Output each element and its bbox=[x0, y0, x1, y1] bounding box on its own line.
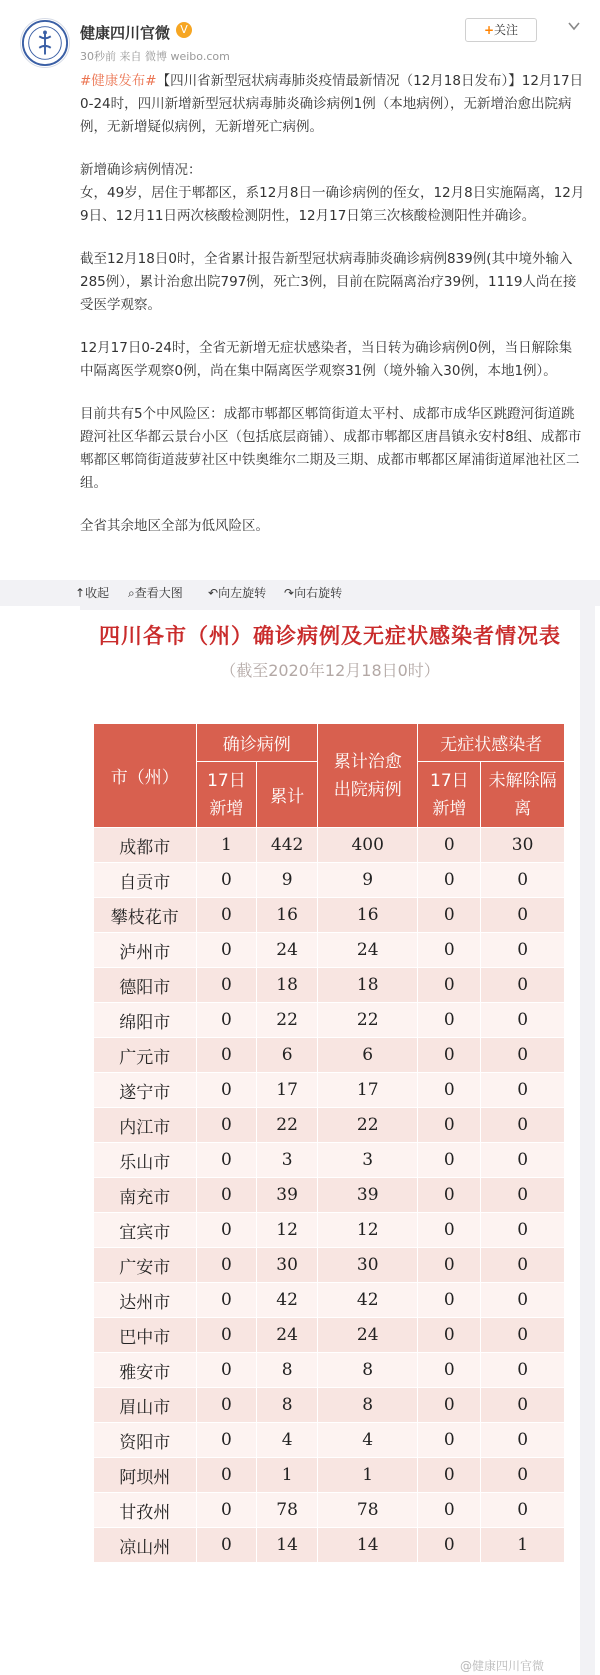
table-row bbox=[94, 863, 565, 898]
cell-city: 资阳市 bbox=[94, 1423, 197, 1458]
header-recovered: 累计治愈出院病例 bbox=[317, 724, 417, 828]
table-row bbox=[94, 1213, 565, 1248]
cell-asym-iso: 0 bbox=[481, 1353, 565, 1388]
post-text bbox=[80, 70, 585, 558]
post-meta: 30秒前 来自 微博 weibo.com bbox=[80, 50, 230, 63]
cell-new: 0 bbox=[196, 1318, 257, 1353]
cell-asym-iso: 0 bbox=[481, 968, 565, 1003]
cell-new: 1 bbox=[196, 828, 257, 863]
cell-recovered: 9 bbox=[317, 863, 417, 898]
cell-recovered: 400 bbox=[317, 828, 417, 863]
cell-total: 3 bbox=[257, 1143, 318, 1178]
table-row bbox=[94, 1353, 565, 1388]
cell-total: 14 bbox=[257, 1528, 318, 1563]
cell-asym-new: 0 bbox=[418, 1283, 481, 1318]
cell-city: 宜宾市 bbox=[94, 1213, 197, 1248]
cell-total: 78 bbox=[257, 1493, 318, 1528]
table-row bbox=[94, 1283, 565, 1318]
header-city: 市（州） bbox=[94, 724, 197, 828]
cell-total: 12 bbox=[257, 1213, 318, 1248]
cell-city: 成都市 bbox=[94, 828, 197, 863]
cell-city: 内江市 bbox=[94, 1108, 197, 1143]
header-total: 累计 bbox=[257, 762, 318, 828]
table-subtitle: （截至2020年12月18日0时） bbox=[220, 661, 440, 680]
cell-new: 0 bbox=[196, 1528, 257, 1563]
cell-recovered: 4 bbox=[317, 1423, 417, 1458]
cell-new: 0 bbox=[196, 1458, 257, 1493]
table-row bbox=[94, 1248, 565, 1283]
cell-recovered: 1 bbox=[317, 1458, 417, 1493]
cell-asym-new: 0 bbox=[418, 1423, 481, 1458]
account-name[interactable]: 健康四川官微 bbox=[80, 24, 171, 42]
cell-city: 甘孜州 bbox=[94, 1493, 197, 1528]
header-asym-unreleased: 未解除隔离 bbox=[481, 762, 565, 828]
cell-recovered: 17 bbox=[317, 1073, 417, 1108]
table-row bbox=[94, 933, 565, 968]
table-row bbox=[94, 1178, 565, 1213]
cell-asym-iso: 1 bbox=[481, 1528, 565, 1563]
cell-total: 4 bbox=[257, 1423, 318, 1458]
cell-city: 雅安市 bbox=[94, 1353, 197, 1388]
cell-asym-new: 0 bbox=[418, 898, 481, 933]
cell-total: 18 bbox=[257, 968, 318, 1003]
follow-label: 关注 bbox=[494, 23, 519, 37]
cell-asym-new: 0 bbox=[418, 1213, 481, 1248]
cell-total: 30 bbox=[257, 1248, 318, 1283]
cell-recovered: 22 bbox=[317, 1003, 417, 1038]
health-logo-icon bbox=[21, 19, 69, 67]
table-row bbox=[94, 968, 565, 1003]
table-row bbox=[94, 1143, 565, 1178]
cell-asym-new: 0 bbox=[418, 1528, 481, 1563]
cell-recovered: 39 bbox=[317, 1178, 417, 1213]
post-headline: 【四川省新型冠状病毒肺炎疫情最新情况（12月18日发布）】12月17日0-24时，四川新增新型冠状病毒肺炎确诊病例1例（本地病例），无新增治愈出院病例，无新增疑似病例，无新增死亡病例。 bbox=[80, 73, 584, 135]
cell-total: 24 bbox=[257, 1318, 318, 1353]
header-asym-new-17: 17日新增 bbox=[418, 762, 481, 828]
cell-city: 南充市 bbox=[94, 1178, 197, 1213]
cell-total: 16 bbox=[257, 898, 318, 933]
cell-asym-new: 0 bbox=[418, 1248, 481, 1283]
cell-asym-iso: 0 bbox=[481, 1248, 565, 1283]
cell-asym-iso: 0 bbox=[481, 1143, 565, 1178]
cell-recovered: 24 bbox=[317, 933, 417, 968]
cell-asym-iso: 30 bbox=[481, 828, 565, 863]
cell-asym-new: 0 bbox=[418, 828, 481, 863]
cell-recovered: 18 bbox=[317, 968, 417, 1003]
avatar[interactable] bbox=[20, 18, 70, 68]
cell-asym-new: 0 bbox=[418, 1073, 481, 1108]
cell-recovered: 8 bbox=[317, 1388, 417, 1423]
cell-new: 0 bbox=[196, 1388, 257, 1423]
cell-city: 自贡市 bbox=[94, 863, 197, 898]
cell-asym-new: 0 bbox=[418, 1493, 481, 1528]
cell-new: 0 bbox=[196, 1038, 257, 1073]
cell-recovered: 6 bbox=[317, 1038, 417, 1073]
cell-new: 0 bbox=[196, 898, 257, 933]
rotate-left-icon: ↶ bbox=[208, 586, 219, 600]
plus-icon: + bbox=[483, 23, 495, 37]
cell-asym-iso: 0 bbox=[481, 1493, 565, 1528]
cell-new: 0 bbox=[196, 1283, 257, 1318]
cell-new: 0 bbox=[196, 1143, 257, 1178]
image-toolbar bbox=[0, 580, 600, 606]
cell-asym-new: 0 bbox=[418, 1108, 481, 1143]
cell-city: 绵阳市 bbox=[94, 1003, 197, 1038]
cell-total: 8 bbox=[257, 1353, 318, 1388]
table-row bbox=[94, 1318, 565, 1353]
asymptomatic-paragraph: 12月17日0-24时，全省无新增无症状感染者，当日转为确诊病例0例，当日解除集中隔离医学观察0例，尚在集中隔离医学观察31例（境外输入30例，本地1例）。 bbox=[80, 340, 573, 379]
cell-asym-new: 0 bbox=[418, 863, 481, 898]
cell-city: 凉山州 bbox=[94, 1528, 197, 1563]
cell-total: 22 bbox=[257, 1003, 318, 1038]
cell-recovered: 42 bbox=[317, 1283, 417, 1318]
cell-new: 0 bbox=[196, 968, 257, 1003]
cell-new: 0 bbox=[196, 863, 257, 898]
cell-city: 广安市 bbox=[94, 1248, 197, 1283]
cell-asym-iso: 0 bbox=[481, 1318, 565, 1353]
cell-asym-iso: 0 bbox=[481, 1178, 565, 1213]
cell-new: 0 bbox=[196, 1248, 257, 1283]
cell-city: 泸州市 bbox=[94, 933, 197, 968]
table-row bbox=[94, 1423, 565, 1458]
table-row bbox=[94, 898, 565, 933]
cell-recovered: 3 bbox=[317, 1143, 417, 1178]
post-image-area bbox=[80, 606, 595, 1675]
cell-new: 0 bbox=[196, 1213, 257, 1248]
cell-asym-new: 0 bbox=[418, 1143, 481, 1178]
follow-button[interactable] bbox=[465, 18, 537, 42]
cell-asym-iso: 0 bbox=[481, 1458, 565, 1493]
cell-asym-new: 0 bbox=[418, 933, 481, 968]
cell-recovered: 30 bbox=[317, 1248, 417, 1283]
table-row bbox=[94, 1038, 565, 1073]
cell-new: 0 bbox=[196, 1073, 257, 1108]
cell-new: 0 bbox=[196, 1108, 257, 1143]
cell-asym-iso: 0 bbox=[481, 898, 565, 933]
cell-total: 17 bbox=[257, 1073, 318, 1108]
table-row bbox=[94, 1388, 565, 1423]
cell-city: 达州市 bbox=[94, 1283, 197, 1318]
cell-asym-iso: 0 bbox=[481, 1038, 565, 1073]
cell-recovered: 78 bbox=[317, 1493, 417, 1528]
cell-recovered: 16 bbox=[317, 898, 417, 933]
table-body bbox=[94, 828, 565, 1563]
cell-asym-iso: 0 bbox=[481, 1108, 565, 1143]
cell-city: 眉山市 bbox=[94, 1388, 197, 1423]
cell-new: 0 bbox=[196, 1493, 257, 1528]
cell-asym-new: 0 bbox=[418, 1318, 481, 1353]
header-asymptomatic: 无症状感染者 bbox=[418, 724, 565, 762]
new-case-heading: 新增确诊病例情况： bbox=[80, 162, 202, 178]
cell-total: 1 bbox=[257, 1458, 318, 1493]
cell-total: 42 bbox=[257, 1283, 318, 1318]
cell-asym-iso: 0 bbox=[481, 1213, 565, 1248]
cell-asym-new: 0 bbox=[418, 1458, 481, 1493]
cell-new: 0 bbox=[196, 1353, 257, 1388]
arrow-up-icon: ↑ bbox=[75, 586, 86, 600]
cell-asym-iso: 0 bbox=[481, 863, 565, 898]
table-row bbox=[94, 1528, 565, 1563]
cell-recovered: 24 bbox=[317, 1318, 417, 1353]
cell-city: 巴中市 bbox=[94, 1318, 197, 1353]
cell-city: 阿坝州 bbox=[94, 1458, 197, 1493]
cell-asym-iso: 0 bbox=[481, 1003, 565, 1038]
view-large-button[interactable]: ⌕查看大图 bbox=[128, 586, 183, 600]
table-row bbox=[94, 1458, 565, 1493]
cell-total: 6 bbox=[257, 1038, 318, 1073]
cell-asym-new: 0 bbox=[418, 968, 481, 1003]
header-new-17: 17日新增 bbox=[196, 762, 257, 828]
cell-total: 442 bbox=[257, 828, 318, 863]
cell-recovered: 8 bbox=[317, 1353, 417, 1388]
cell-recovered: 14 bbox=[317, 1528, 417, 1563]
cell-asym-iso: 0 bbox=[481, 1283, 565, 1318]
cell-new: 0 bbox=[196, 1178, 257, 1213]
watermark: @健康四川官微 bbox=[460, 1659, 545, 1673]
cell-new: 0 bbox=[196, 1003, 257, 1038]
cell-new: 0 bbox=[196, 933, 257, 968]
cell-city: 攀枝花市 bbox=[94, 898, 197, 933]
cell-city: 广元市 bbox=[94, 1038, 197, 1073]
table-row bbox=[94, 1003, 565, 1038]
risk-area-paragraph: 目前共有5个中风险区：成都市郫都区郫筒街道太平村、成都市成华区跳蹬河街道跳蹬河社区华都云景台小区（包括底层商铺）、成都市郫都区唐昌镇永安村8组、成都市郫都区郫筒街道菠萝社区中铁奥维尔二期及三期、成都市郫都区犀浦街道犀池社区二组。 bbox=[80, 406, 582, 491]
cell-total: 22 bbox=[257, 1108, 318, 1143]
table-row bbox=[94, 1493, 565, 1528]
cell-recovered: 12 bbox=[317, 1213, 417, 1248]
table-row bbox=[94, 1073, 565, 1108]
search-icon: ⌕ bbox=[128, 586, 135, 600]
cell-total: 9 bbox=[257, 863, 318, 898]
cell-asym-iso: 0 bbox=[481, 1423, 565, 1458]
rotate-right-button[interactable]: ↷向右旋转 bbox=[284, 586, 343, 600]
cell-city: 德阳市 bbox=[94, 968, 197, 1003]
cell-asym-iso: 0 bbox=[481, 933, 565, 968]
table-row bbox=[94, 828, 565, 863]
rotate-right-icon: ↷ bbox=[284, 586, 295, 600]
cell-asym-new: 0 bbox=[418, 1003, 481, 1038]
cell-city: 遂宁市 bbox=[94, 1073, 197, 1108]
cell-asym-new: 0 bbox=[418, 1388, 481, 1423]
post-header bbox=[0, 0, 600, 70]
collapse-button[interactable]: ↑收起 bbox=[75, 586, 110, 600]
cell-total: 8 bbox=[257, 1388, 318, 1423]
rotate-left-button[interactable]: ↶向左旋转 bbox=[208, 586, 267, 600]
stats-table bbox=[93, 723, 565, 1563]
cell-city: 乐山市 bbox=[94, 1143, 197, 1178]
cell-recovered: 22 bbox=[317, 1108, 417, 1143]
cumulative-paragraph: 截至12月18日0时，全省累计报告新型冠状病毒肺炎确诊病例839例(其中境外输入285例），累计治愈出院797例，死亡3例，目前在院隔离治疗39例，1119人尚在接受医学观察。 bbox=[80, 251, 577, 313]
cell-asym-new: 0 bbox=[418, 1178, 481, 1213]
table-row bbox=[94, 1108, 565, 1143]
cell-asym-new: 0 bbox=[418, 1038, 481, 1073]
cell-total: 39 bbox=[257, 1178, 318, 1213]
chevron-down-icon[interactable] bbox=[566, 18, 582, 34]
table-title: 四川各市（州）确诊病例及无症状感染者情况表 bbox=[99, 624, 561, 648]
verified-badge-icon: V bbox=[176, 22, 192, 38]
cell-new: 0 bbox=[196, 1423, 257, 1458]
low-risk-paragraph: 全省其余地区全部为低风险区。 bbox=[80, 518, 269, 534]
cell-asym-iso: 0 bbox=[481, 1388, 565, 1423]
cell-asym-new: 0 bbox=[418, 1353, 481, 1388]
cell-total: 24 bbox=[257, 933, 318, 968]
hashtag-link[interactable]: #健康发布# bbox=[80, 73, 157, 89]
stats-table-image[interactable] bbox=[80, 610, 580, 1675]
cell-asym-iso: 0 bbox=[481, 1073, 565, 1108]
header-confirmed: 确诊病例 bbox=[196, 724, 317, 762]
new-case-detail: 女，49岁，居住于郫都区，系12月8日一确诊病例的侄女，12月8日实施隔离，12月9日、12月11日两次核酸检测阴性，12月17日第三次核酸检测阳性并确诊。 bbox=[80, 185, 585, 224]
